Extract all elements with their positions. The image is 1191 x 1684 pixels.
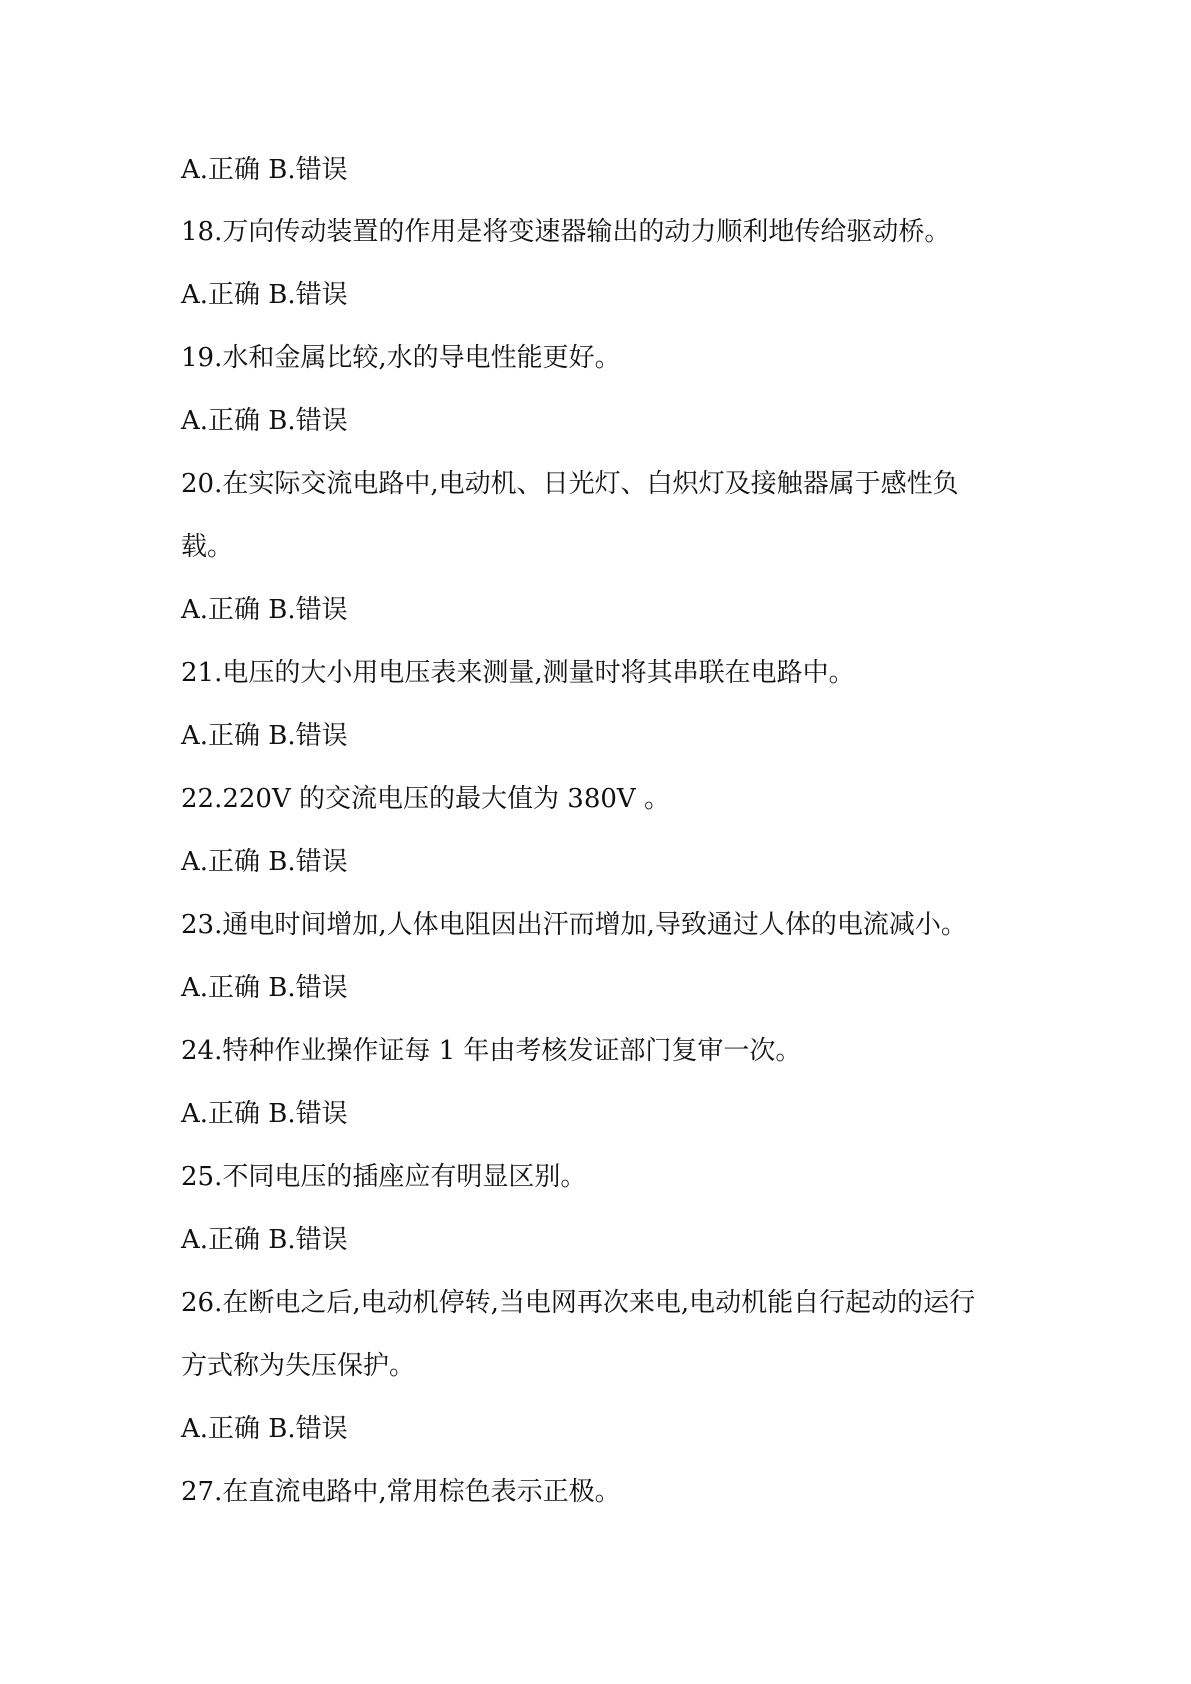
answer-options-19: A.正确 B.错误 <box>181 406 348 436</box>
question-20: 20.在实际交流电路中,电动机、日光灯、白炽灯及接触器属于感性负 <box>181 469 959 499</box>
question-27: 27.在直流电路中,常用棕色表示正极。 <box>181 1477 621 1507</box>
answer-options-20: A.正确 B.错误 <box>181 595 348 625</box>
question-19: 19.水和金属比较,水的导电性能更好。 <box>181 343 621 373</box>
answer-options-17: A.正确 B.错误 <box>181 155 348 185</box>
answer-options-22: A.正确 B.错误 <box>181 847 348 877</box>
question-22: 22.220V 的交流电压的最大值为 380V 。 <box>181 784 670 814</box>
answer-options-18: A.正确 B.错误 <box>181 280 348 310</box>
question-18: 18.万向传动装置的作用是将变速器输出的动力顺利地传给驱动桥。 <box>181 217 951 247</box>
answer-options-24: A.正确 B.错误 <box>181 1099 348 1129</box>
question-21: 21.电压的大小用电压表来测量,测量时将其串联在电路中。 <box>181 658 855 688</box>
question-25: 25.不同电压的插座应有明显区别。 <box>181 1162 587 1192</box>
question-26-cont: 方式称为失压保护。 <box>181 1351 416 1381</box>
answer-options-23: A.正确 B.错误 <box>181 973 348 1003</box>
answer-options-26: A.正确 B.错误 <box>181 1414 348 1444</box>
question-26: 26.在断电之后,电动机停转,当电网再次来电,电动机能自行起动的运行 <box>181 1288 976 1318</box>
question-20-cont: 载。 <box>181 532 234 562</box>
answer-options-25: A.正确 B.错误 <box>181 1225 348 1255</box>
answer-options-21: A.正确 B.错误 <box>181 721 348 751</box>
question-24: 24.特种作业操作证每 1 年由考核发证部门复审一次。 <box>181 1036 802 1066</box>
question-23: 23.通电时间增加,人体电阻因出汗而增加,导致通过人体的电流减小。 <box>181 910 967 940</box>
